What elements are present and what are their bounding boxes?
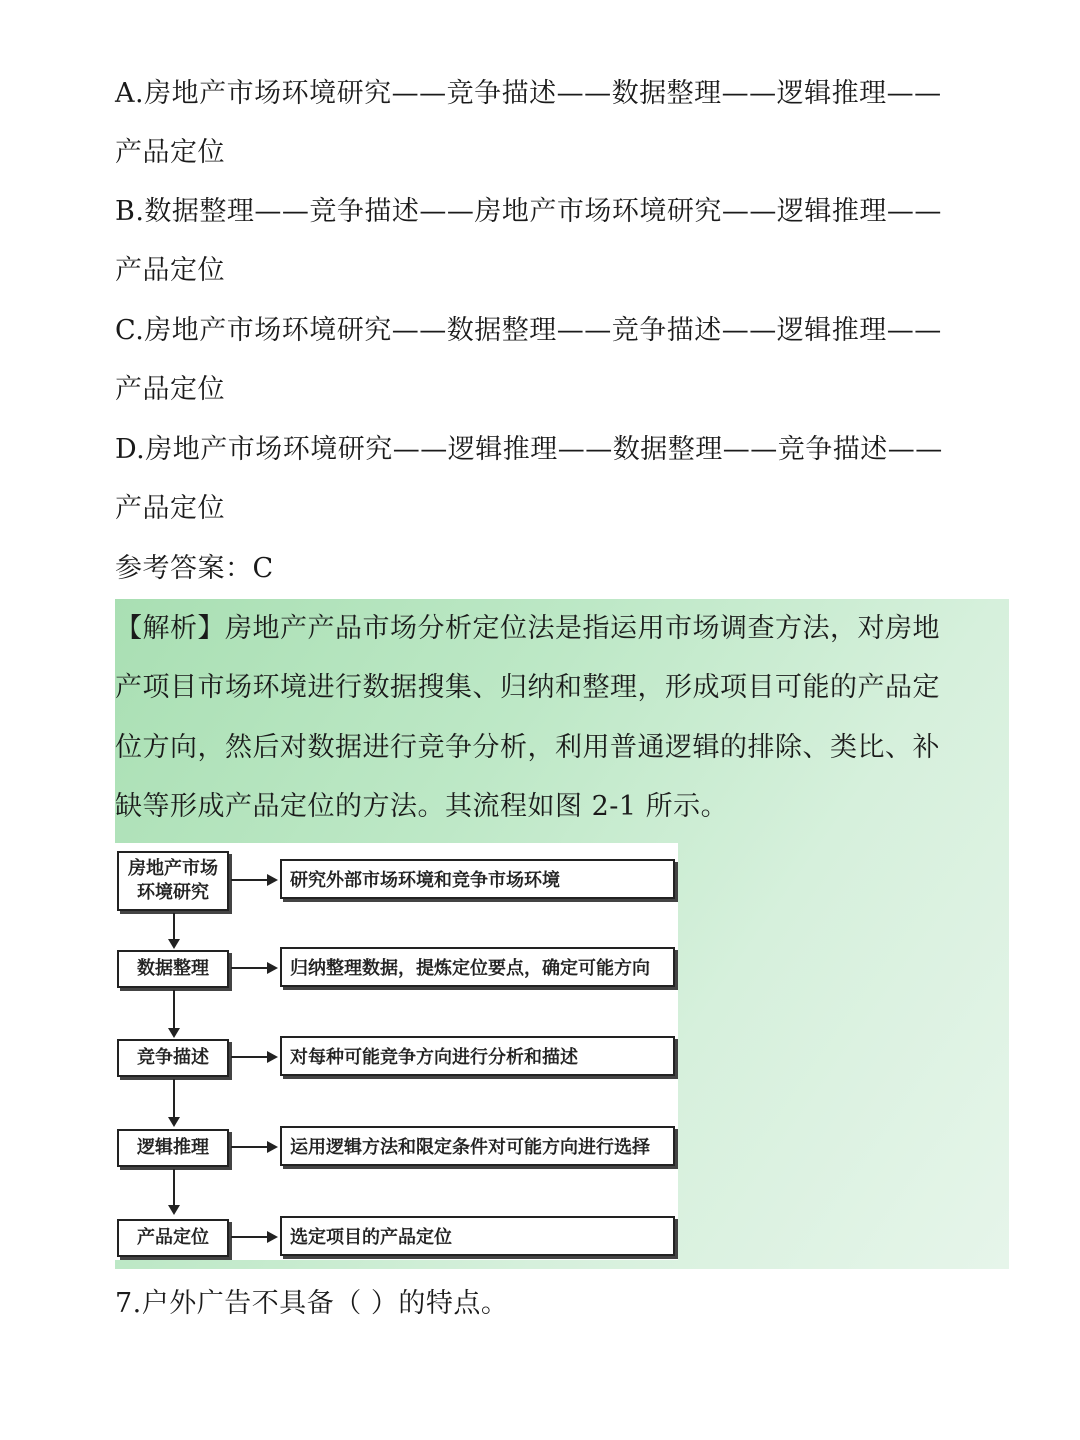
flow-left-box-market-research (117, 851, 229, 911)
analysis-line-2: 产项目市场环境进行数据搜集、归纳和整理，形成项目可能的产品定 (115, 672, 940, 703)
option-d-line2: 产品定位 (115, 493, 225, 524)
flow-arrow-v-1 (173, 913, 175, 941)
flow-right-box-5: 选定项目的产品定位 (280, 1216, 675, 1256)
flow-arrow-h-2 (231, 967, 269, 969)
flow-right-box-3: 对每种可能竞争方向进行分析和描述 (280, 1036, 675, 1076)
flow-arrowhead-v-2 (168, 1028, 180, 1038)
flow-left-label-1a: 房地产市场 (128, 858, 218, 879)
option-b-line1: B.数据整理——竞争描述——房地产市场环境研究——逻辑推理—— (115, 196, 942, 227)
analysis-line-4: 缺等形成产品定位的方法。其流程如图 2-1 所示。 (115, 791, 729, 822)
next-question: 7.户外广告不具备（ ）的特点。 (115, 1288, 509, 1319)
option-c-line2: 产品定位 (115, 374, 225, 405)
flow-left-box-logic: 逻辑推理 (117, 1129, 229, 1167)
reference-answer: 参考答案：C (115, 553, 274, 584)
flow-right-box-2: 归纳整理数据，提炼定位要点，确定可能方向 (280, 947, 675, 987)
option-b-line2: 产品定位 (115, 255, 225, 286)
flow-arrowhead-v-1 (168, 939, 180, 949)
flow-arrow-h-1 (231, 879, 269, 881)
flow-right-box-4: 运用逻辑方法和限定条件对可能方向进行选择 (280, 1126, 675, 1166)
flow-left-label-1b: 环境研究 (137, 882, 209, 903)
flow-arrow-v-2 (173, 990, 175, 1030)
flow-left-box-competition: 竞争描述 (117, 1039, 229, 1077)
flowchart-figure (115, 843, 678, 1260)
flow-arrowhead-v-4 (168, 1205, 180, 1215)
flow-arrowhead-h-1 (267, 874, 278, 886)
flow-arrowhead-h-4 (267, 1141, 278, 1153)
analysis-line-1: 【解析】房地产产品市场分析定位法是指运用市场调查方法，对房地 (115, 613, 940, 644)
option-a-line1: A.房地产市场环境研究——竞争描述——数据整理——逻辑推理—— (115, 78, 942, 109)
flow-arrow-h-5 (231, 1236, 269, 1238)
flow-arrowhead-h-2 (267, 962, 278, 974)
flow-arrow-h-3 (231, 1056, 269, 1058)
flow-arrow-v-3 (173, 1079, 175, 1119)
flow-arrowhead-h-5 (267, 1231, 278, 1243)
flow-arrowhead-h-3 (267, 1051, 278, 1063)
flow-arrowhead-v-3 (168, 1117, 180, 1127)
option-c-line1: C.房地产市场环境研究——数据整理——竞争描述——逻辑推理—— (115, 315, 942, 346)
flow-left-box-data: 数据整理 (117, 950, 229, 988)
flow-right-box-1: 研究外部市场环境和竞争市场环境 (280, 859, 675, 899)
option-d-line1: D.房地产市场环境研究——逻辑推理——数据整理——竞争描述—— (115, 434, 943, 465)
flow-arrow-h-4 (231, 1146, 269, 1148)
analysis-line-3: 位方向，然后对数据进行竞争分析，利用普通逻辑的排除、类比、补 (115, 732, 940, 763)
option-a-line2: 产品定位 (115, 137, 225, 168)
flow-left-box-positioning: 产品定位 (117, 1219, 229, 1257)
flow-arrow-v-4 (173, 1169, 175, 1207)
